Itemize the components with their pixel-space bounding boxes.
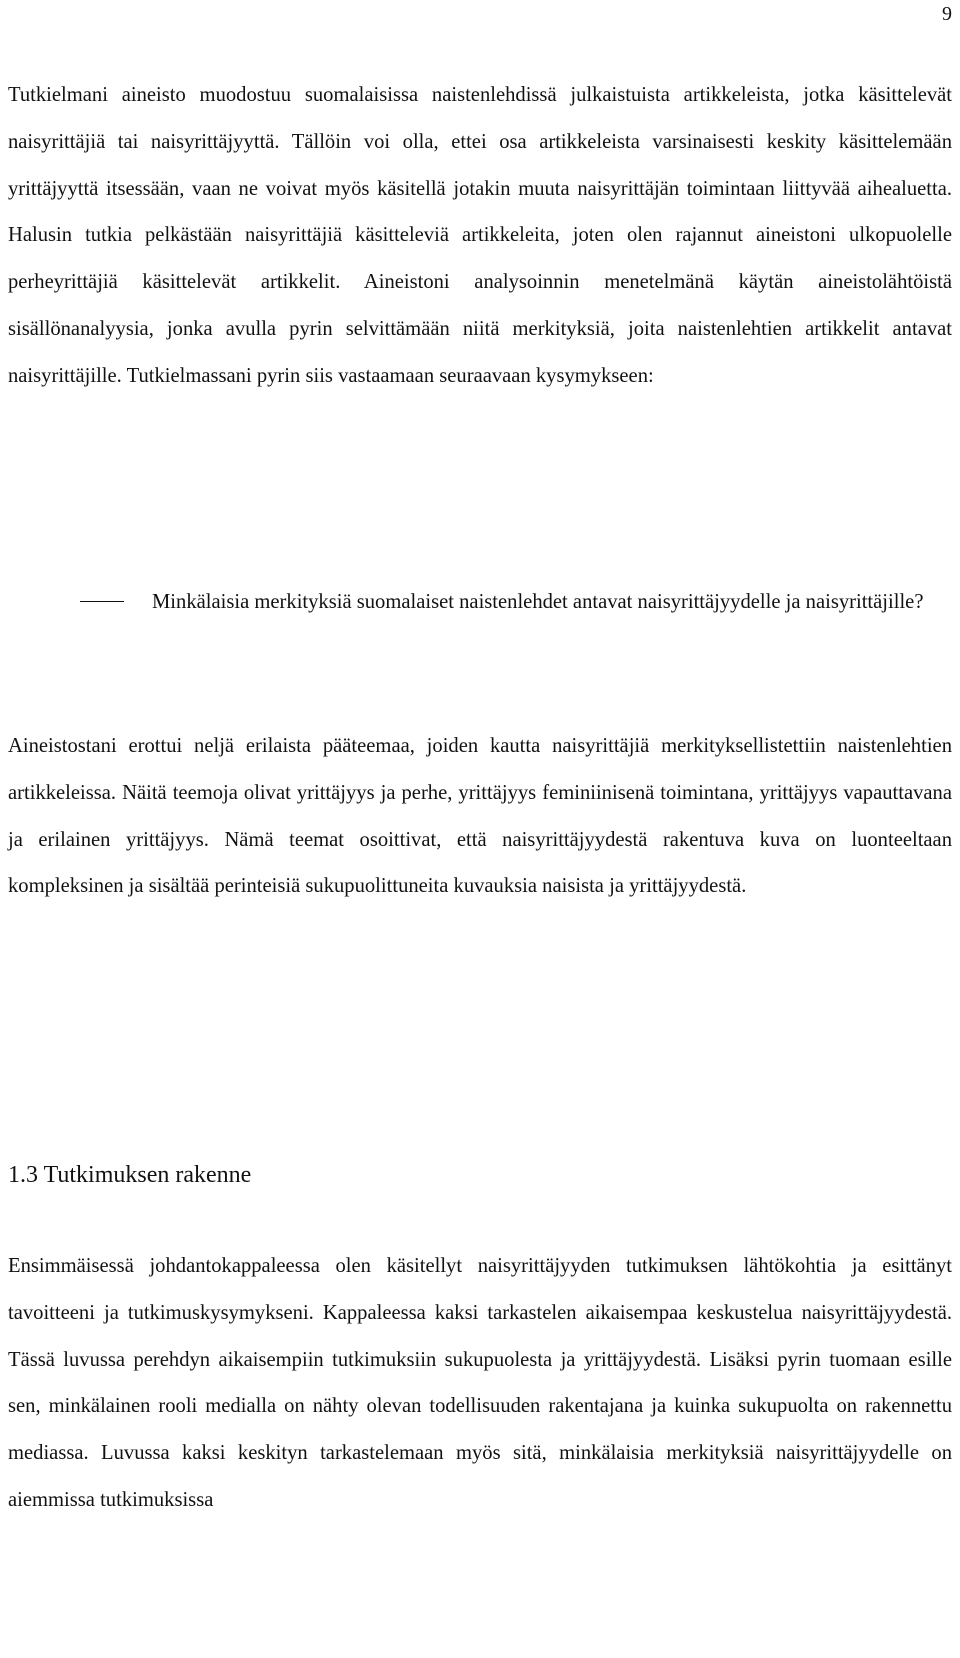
structure-paragraph: Ensimmäisessä johdantokappaleessa olen käsitellyt naisyrittäjyyden tutkimuksen lähtökohtia ja esittänyt tavoitteeni ja tutkimuskysymykseni. Kappaleessa kaksi tarkastelen aikaisempaa keskustelua naisyrittäjyydestä. Tässä luvussa perehdyn aikaisempiin tutkimuksiin sukupuolesta ja yrittäjyydestä. Lisäksi pyrin tuomaan esille sen, minkälainen rooli medialla on nähty olevan todellisuuden rakentajana ja kuinka sukupuolta on rakennettu mediassa. Luvussa kaksi keskityn tarkastelemaan myös sitä, minkälaisia merkityksiä naisyrittäjyydelle on aiemmissa tutkimuksissa [8,1255,952,1511]
intro-paragraph: Tutkielmani aineisto muodostuu suomalaisissa naistenlehdissä julkaistuista artikkeleista, jotka käsittelevät naisyrittäjiä tai naisyrittäjyyttä. Tällöin voi olla, ettei osa artikkeleista varsinaisesti keskity käsittelemään yrittäjyyttä itsessään, vaan ne voivat myös käsitellä jotakin muuta naisyrittäjän toimintaan liittyvää aihealuetta. Halusin tutkia pelkästään naisyrittäjiä käsitteleviä artikkeleita, joten olen rajannut aineistoni ulkopuolelle perheyrittäjiä käsittelevät artikkelit. Aineistoni analysoinnin menetelmänä käytän aineistolähtöistä sisällönanalyysia, jonka avulla pyrin selvittämään niitä merkityksiä, joita naistenlehtien artikkelit antavat naisyrittäjille. Tutkielmassani pyrin siis vastaamaan seuraavaan kysymykseen: [8,84,952,387]
research-question [8,579,952,626]
themes-paragraph: Aineistostani erottui neljä erilaista pääteemaa, joiden kautta naisyrittäjiä merkityksellistettiin naistenlehtien artikkeleissa. Näitä teemoja olivat yrittäjyys ja perhe, yrittäjyys feminiinisenä toimintana, yrittäjyys vapauttavana ja erilainen yrittäjyys. Nämä teemat osoittivat, että naisyrittäjyydestä rakentuva kuva on luonteeltaan kompleksinen ja sisältää perinteisiä sukupuolittuneita kuvauksia naisista ja yrittäjyydestä. [8,735,952,898]
page-number: 9 [942,3,952,25]
research-question-text: Minkälaisia merkityksiä suomalaiset naistenlehdet antavat naisyrittäjyydelle ja naisyrittäjille? [152,591,924,613]
dash-bullet [80,601,124,602]
section-heading: 1.3 Tutkimuksen rakenne [8,1162,252,1188]
